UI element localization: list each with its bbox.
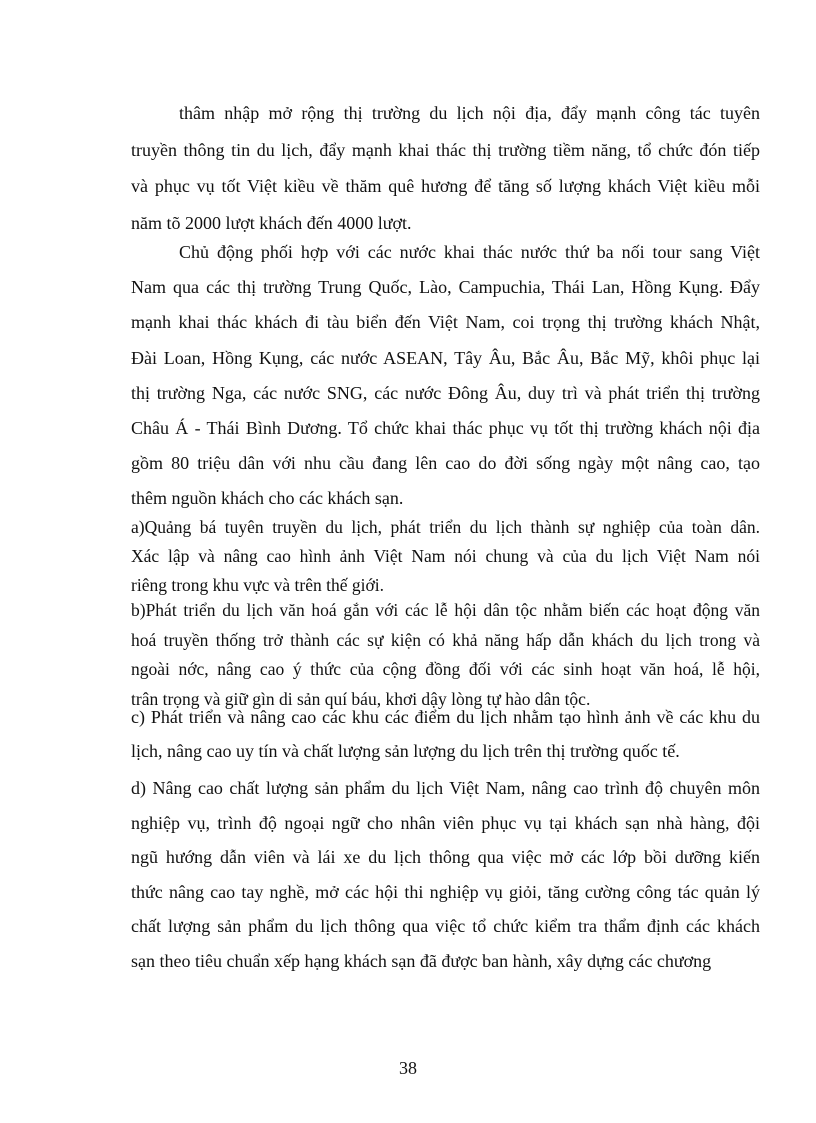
- text-line: d) Nâng cao chất lượng sản phẩm du lịch Việt Nam, nâng cao trình độ chuyên môn: [131, 778, 760, 798]
- text-line: thâm nhập mở rộng thị trường du lịch nội địa, đẩy mạnh công tác tuyên: [179, 103, 760, 123]
- text-line: ngoài nớc, nâng cao ý thức của cộng đồng đối với các sinh hoạt văn hoá, lễ hội,: [131, 659, 760, 679]
- text-line: thị trường Nga, các nước SNG, các nước Đông Âu, duy trì và phát triển thị trường: [131, 382, 760, 403]
- text-line: b)Phát triển du lịch văn hoá gắn với các lễ hội dân tộc nhằm biến các hoạt động văn: [131, 600, 760, 620]
- paragraph-item-b: [131, 596, 760, 714]
- text-line: chất lượng sản phẩm du lịch thông qua việc tổ chức kiểm tra thẩm định các khách: [131, 916, 760, 936]
- text-line: năm tõ 2000 lượt khách đến 4000 lượt.: [131, 212, 412, 233]
- text-line: nghiệp vụ, trình độ ngoại ngữ cho nhân viên phục vụ tại khách sạn nhà hàng, đội: [131, 812, 760, 833]
- text-line: hoá truyền thống trở thành các sự kiện có khả năng hấp dẫn khách du lịch trong và: [131, 629, 760, 650]
- paragraph-domestic-market: [131, 95, 760, 241]
- text-line: gồm 80 triệu dân với nhu cầu đang lên cao do đời sống ngày một nâng cao, tạo: [131, 453, 760, 474]
- text-line: riêng trong khu vực và trên thế giới.: [131, 575, 384, 595]
- text-line: thức nâng cao tay nghề, mở các hội thi nghiệp vụ giỏi, tăng cường công tác quản lý: [131, 881, 760, 902]
- text-line: thêm nguồn khách cho các khách sạn.: [131, 488, 404, 509]
- text-line: a)Quảng bá tuyên truyền du lịch, phát triển du lịch thành sự nghiệp của toàn dân.: [131, 517, 760, 537]
- page-number: 38: [399, 1058, 417, 1078]
- text-line: Châu Á - Thái Bình Dương. Tổ chức khai thác phục vụ tốt thị trường khách nội địa: [131, 418, 760, 439]
- paragraph-item-a: [131, 513, 760, 600]
- text-line: c) Phát triển và nâng cao các khu các điểm du lịch nhằm tạo hình ảnh về các khu du: [131, 707, 760, 727]
- paragraph-international-cooperation: [131, 235, 760, 517]
- text-line: Chủ động phối hợp với các nước khai thác nước thứ ba nối tour sang Việt: [179, 242, 760, 262]
- text-line: sạn theo tiêu chuẩn xếp hạng khách sạn đã được ban hành, xây dựng các chương: [131, 950, 712, 971]
- paragraph-item-c: [131, 700, 760, 768]
- text-line: và phục vụ tốt Việt kiều về thăm quê hương để tăng số lượng khách Việt kiều mỗi: [131, 176, 760, 196]
- text-line: Nam qua các thị trường Trung Quốc, Lào, Campuchia, Thái Lan, Hồng Kụng. Đẩy: [131, 277, 760, 298]
- text-line: Xác lập và nâng cao hình ảnh Việt Nam nói chung và của du lịch Việt Nam nói: [131, 546, 760, 566]
- text-line: ngũ hướng dẫn viên và lái xe du lịch thông qua việc mở các lớp bồi dưỡng kiến: [131, 847, 760, 867]
- text-line: mạnh khai thác khách đi tàu biển đến Việt Nam, coi trọng thị trường khách Nhật,: [131, 312, 760, 333]
- text-line: lịch, nâng cao uy tín và chất lượng sản lượng du lịch trên thị trường quốc tế.: [131, 741, 680, 761]
- text-line: Đài Loan, Hồng Kụng, các nước ASEAN, Tây Âu, Bắc Âu, Bắc Mỹ, khôi phục lại: [131, 347, 760, 368]
- text-line: trân trọng và giữ gìn di sản quí báu, khơi dậy lòng tự hào dân tộc.: [131, 688, 591, 709]
- text-line: truyền thông tin du lịch, đẩy mạnh khai thác thị trường tiềm năng, tổ chức đón tiếp: [131, 139, 760, 160]
- paragraph-item-d: [131, 771, 760, 978]
